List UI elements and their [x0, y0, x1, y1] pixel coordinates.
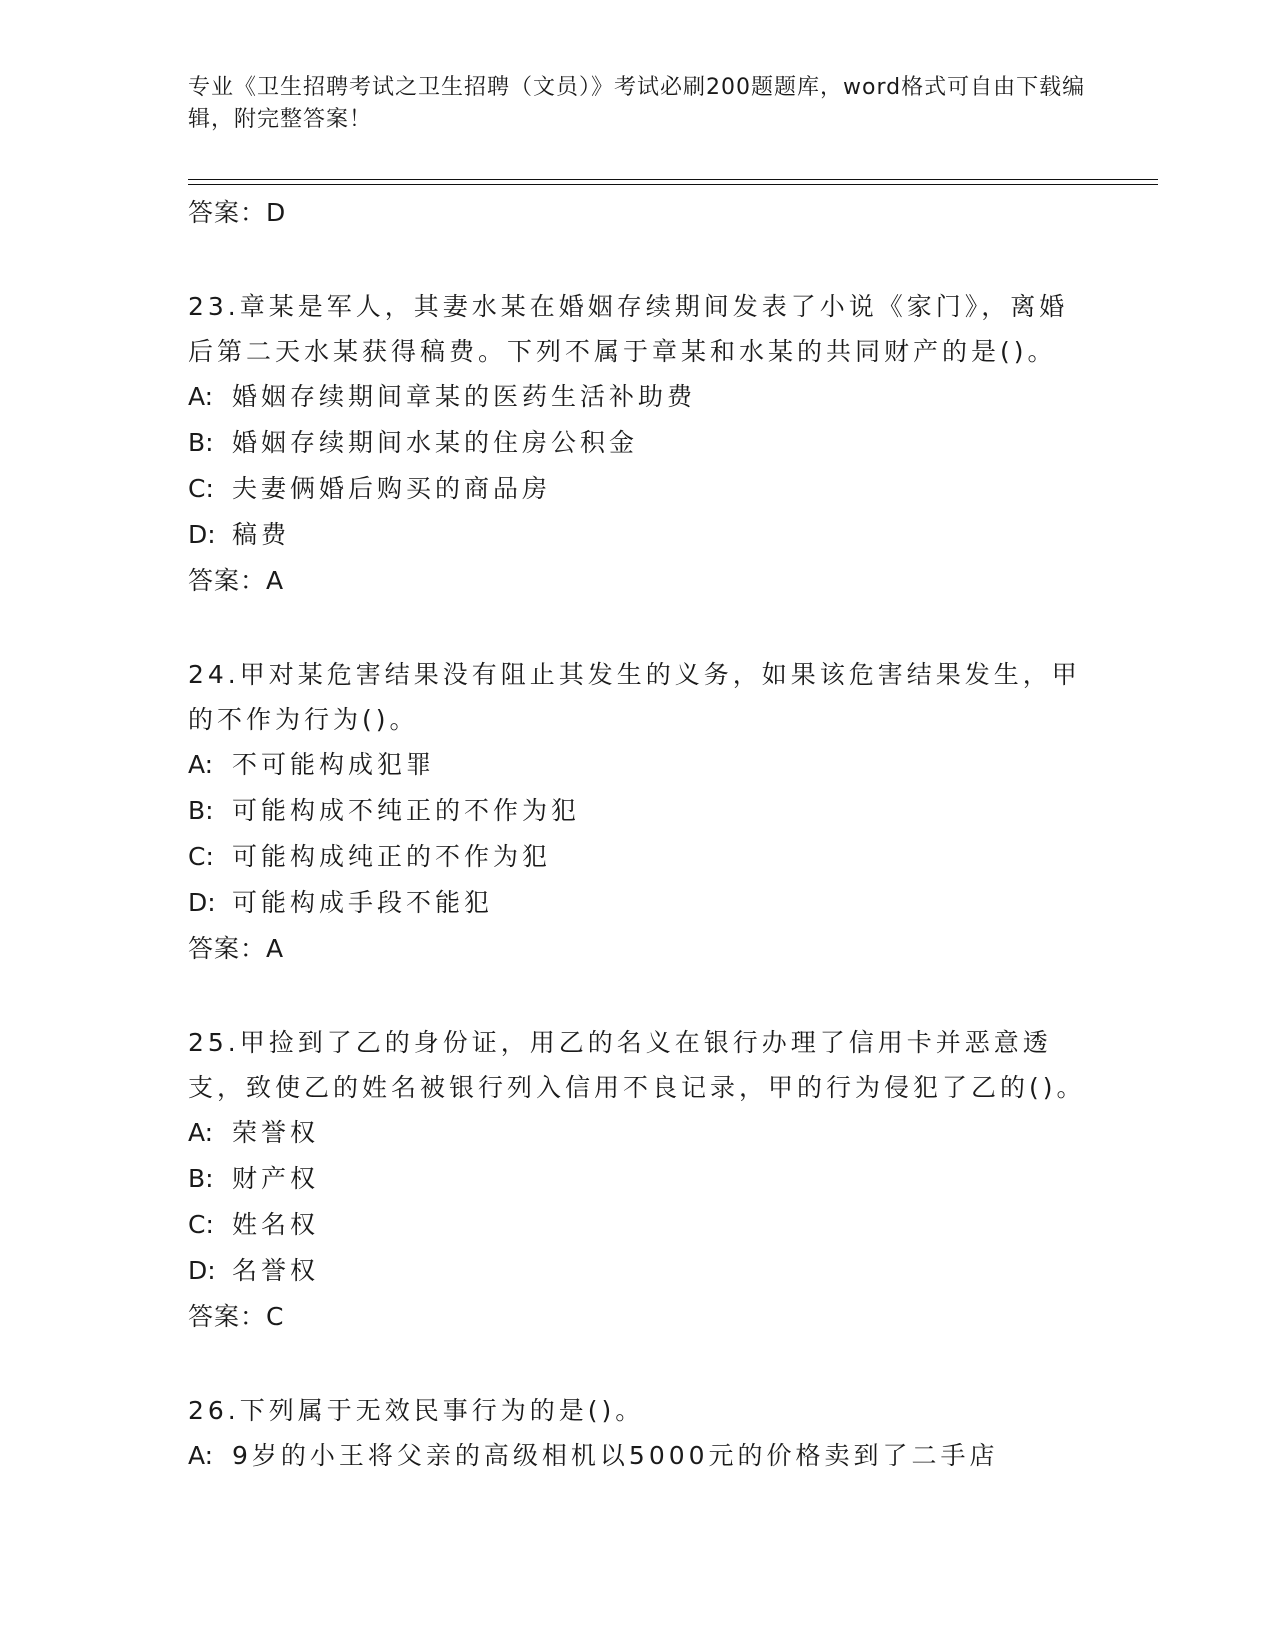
option-text: 可能构成手段不能犯 — [232, 888, 494, 917]
answer-line: 答案：C — [188, 1302, 285, 1331]
option-text: 财产权 — [232, 1164, 320, 1193]
option-letter: A: — [188, 382, 214, 411]
header-rule-top — [188, 179, 1158, 180]
document-header: 专业《卫生招聘考试之卫生招聘（文员）》考试必刷200题题库，word格式可自由下载编辑，附完整答案！ — [188, 75, 1086, 132]
option-text: 夫妻俩婚后购买的商品房 — [232, 474, 552, 503]
option-a — [188, 374, 1088, 420]
option-text: 不可能构成犯罪 — [232, 750, 436, 779]
option-letter: C: — [188, 1210, 214, 1239]
option-letter: B: — [188, 1164, 214, 1193]
option-text: 稿费 — [232, 520, 291, 549]
option-text: 9岁的小王将父亲的高级相机以5000元的价格卖到了二手店 — [232, 1441, 999, 1470]
option-letter: A: — [188, 1441, 214, 1470]
option-c — [188, 1202, 1088, 1248]
option-letter: A: — [188, 1118, 214, 1147]
option-b — [188, 420, 1088, 466]
option-letter: D: — [188, 520, 216, 549]
option-a — [188, 1433, 1088, 1479]
option-text: 可能构成纯正的不作为犯 — [232, 842, 552, 871]
option-text: 荣誉权 — [232, 1118, 320, 1147]
option-letter: C: — [188, 842, 214, 871]
option-letter: C: — [188, 474, 214, 503]
option-text: 姓名权 — [232, 1210, 320, 1239]
answer-line: 答案：D — [188, 198, 287, 227]
option-b — [188, 1156, 1088, 1202]
option-text: 婚姻存续期间章某的医药生活补助费 — [232, 382, 697, 411]
question-text: 26.下列属于无效民事行为的是()。 — [188, 1396, 645, 1425]
question-block — [188, 652, 1088, 972]
option-letter: A: — [188, 750, 214, 779]
option-c — [188, 834, 1088, 880]
question-block — [188, 1020, 1088, 1340]
option-c — [188, 466, 1088, 512]
option-letter: B: — [188, 428, 214, 457]
option-text: 婚姻存续期间水某的住房公积金 — [232, 428, 639, 457]
answer-line: 答案：A — [188, 934, 285, 963]
option-text: 可能构成不纯正的不作为犯 — [232, 796, 581, 825]
answer-line: 答案：A — [188, 566, 285, 595]
question-text: 24.甲对某危害结果没有阻止其发生的义务，如果该危害结果发生，甲的不作为行为()。 — [188, 660, 1081, 734]
option-b — [188, 788, 1088, 834]
option-d — [188, 1248, 1088, 1294]
option-letter: D: — [188, 888, 216, 917]
question-text: 25.甲捡到了乙的身份证，用乙的名义在银行办理了信用卡并恶意透支，致使乙的姓名被银行列入信用不良记录，甲的行为侵犯了乙的()。 — [188, 1028, 1086, 1102]
option-d — [188, 512, 1088, 558]
question-block — [188, 1388, 1088, 1479]
question-block — [188, 284, 1088, 604]
option-a — [188, 742, 1088, 788]
option-letter: B: — [188, 796, 214, 825]
option-d — [188, 880, 1088, 926]
question-text: 23.章某是军人，其妻水某在婚姻存续期间发表了小说《家门》，离婚后第二天水某获得稿费。下列不属于章某和水某的共同财产的是()。 — [188, 292, 1069, 366]
option-letter: D: — [188, 1256, 216, 1285]
header-rule-bottom — [188, 184, 1158, 185]
option-a — [188, 1110, 1088, 1156]
document-body — [188, 190, 1088, 1479]
option-text: 名誉权 — [232, 1256, 320, 1285]
